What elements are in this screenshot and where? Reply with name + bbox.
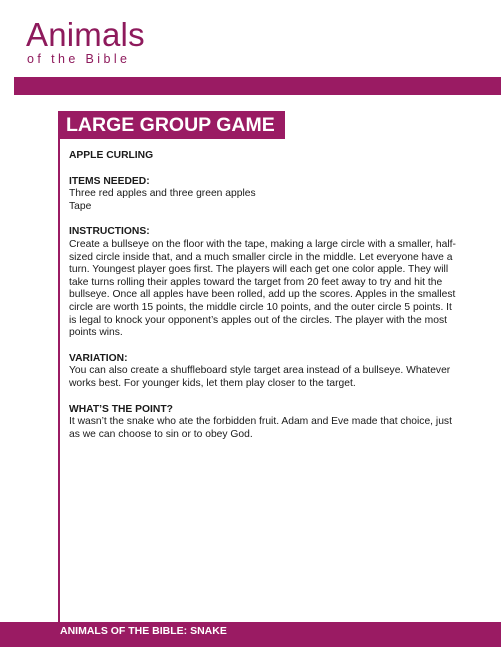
logo xyxy=(26,18,156,66)
variation-title: VARIATION: xyxy=(69,352,128,364)
header-band xyxy=(14,77,501,95)
point-title: WHAT’S THE POINT? xyxy=(69,403,173,415)
logo-subtitle: of the Bible xyxy=(27,52,131,66)
logo-title: Animals xyxy=(26,16,145,53)
instructions-text: Create a bullseye on the floor with the tape, making a large circle with a smaller, half-sized circle inside that, and a much smaller circle in the middle. Let everyone have a turn. Youngest player goes first. The players will each get one color apple. They will take turns rolling their apples toward the target from 20 feet away to try and hit the bullseye. Once all apples have been rolled, add up the scores. Apples in the smallest circle are worth 15 points, the middle circle 10 points, and the outer circle 5 points. It is legal to knock your opponent’s apples out of the circles. The player with the most points wins. xyxy=(69,238,456,339)
items-needed-line: Tape xyxy=(69,200,92,212)
items-needed-title: ITEMS NEEDED: xyxy=(69,175,150,187)
left-rule-divider xyxy=(58,112,60,622)
game-name: APPLE CURLING xyxy=(69,150,154,161)
page-title: LARGE GROUP GAME xyxy=(58,111,285,139)
instructions-title: INSTRUCTIONS: xyxy=(69,226,150,238)
items-needed-line: Three red apples and three green apples xyxy=(69,188,256,200)
footer-band xyxy=(0,622,501,647)
point-text: It wasn’t the snake who ate the forbidden fruit. Adam and Eve made that choice, just as we can choose to sin or to obey God. xyxy=(69,416,452,440)
activity-content xyxy=(69,150,459,441)
footer-title: ANIMALS OF THE BIBLE: SNAKE xyxy=(60,625,227,637)
variation-text: You can also create a shuffleboard style target area instead of a bullseye. Whatever works best. For younger kids, let them play closer to the target. xyxy=(69,365,451,389)
